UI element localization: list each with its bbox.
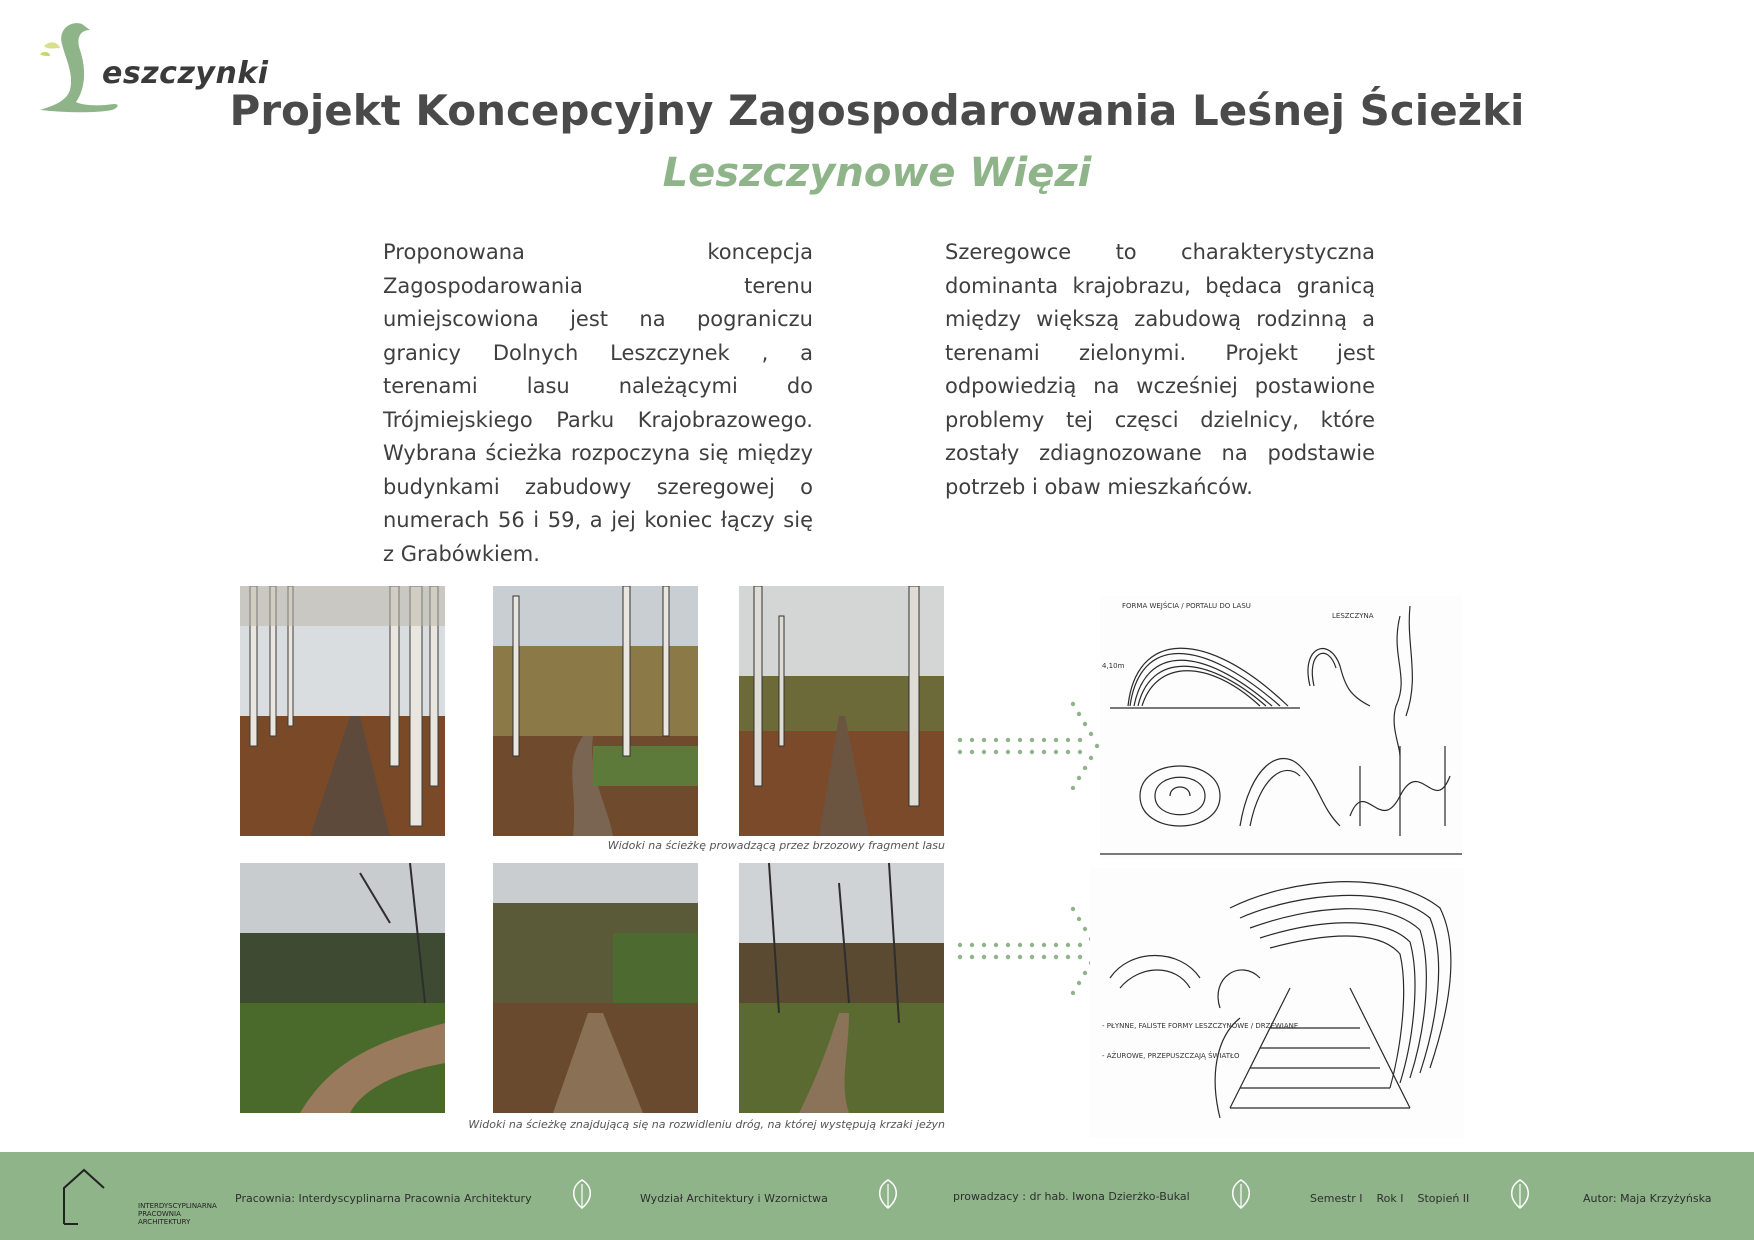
sketch-label-height: 4,10m <box>1102 662 1125 670</box>
caption-birch-path: Widoki na ścieżkę prowadzącą przez brzozowy fragment lasu <box>607 839 945 852</box>
photo-birch-path-3 <box>739 586 944 836</box>
ipa-line-2: PRACOWNIA ARCHITEKTURY <box>138 1210 191 1226</box>
ipa-line-1: INTERDYSCYPLINARNA <box>138 1202 217 1210</box>
sketch-note-light: - AŻUROWE, PRZEPUSZCZAJĄ ŚWIATŁO <box>1102 1052 1240 1060</box>
sketch-note-forms: - PŁYNNE, FALISTE FORMY LESZCZYNOWE / DRZEWIANE <box>1102 1022 1299 1030</box>
leaf-icon <box>874 1178 902 1210</box>
photo-fork-path-1 <box>240 863 445 1113</box>
sketch-label-leszczyna: LESZCZYNA <box>1332 612 1374 620</box>
caption-fork-path: Widoki na ścieżkę znajdującą się na rozwidleniu dróg, na której występują krzaki jeżyn <box>468 1118 945 1131</box>
footer-semester: Semestr I Rok I Stopień II <box>1310 1192 1470 1205</box>
footer-faculty: Wydział Architektury i Wzornictwa <box>640 1192 828 1205</box>
photo-fork-path-2 <box>493 863 698 1113</box>
dotted-arrow-icon <box>955 905 1105 995</box>
page-subtitle: Leszczynowe Więzi <box>662 150 1092 196</box>
photo-birch-path-2 <box>493 586 698 836</box>
dotted-arrow-icon <box>955 700 1105 790</box>
photo-fork-path-3 <box>739 863 944 1113</box>
leaf-icon <box>568 1178 596 1210</box>
house-icon <box>60 1164 110 1228</box>
sketch-portal-forms <box>1100 596 1462 858</box>
page-title: Projekt Koncepcyjny Zagospodarowania Leśnej Ścieżki <box>229 86 1525 135</box>
logo-text: eszczynki <box>102 56 269 91</box>
ipa-logo <box>58 1162 217 1234</box>
leaf-icon <box>1506 1178 1534 1210</box>
sketch-tunnel-path <box>1090 868 1464 1138</box>
intro-paragraph-right: Szeregowce to charakterystyczna dominanta krajobrazu, będaca granicą między większą zabudową rodzinną a terenami zielonymi. Projekt jest odpowiedzią na wcześniej postawione problemy tej częsci dzielnicy, które zostały zdiagnozowane na podstawie potrzeb i obaw mieszkańców. <box>945 240 1375 499</box>
leaf-icon <box>1227 1178 1255 1210</box>
footer-bar <box>0 1152 1754 1240</box>
footer-studio: Pracownia: Interdyscyplinarna Pracownia Architektury <box>235 1192 532 1205</box>
footer-author: Autor: Maja Krzyżyńska <box>1583 1192 1712 1205</box>
intro-paragraph-left: Proponowana koncepcja Zagospodarowania terenu umiejscowiona jest na pograniczu granicy Dolnych Leszczynek , a terenami lasu należącymi do Trójmiejskiego Parku Krajobrazowego. Wybrana ścieżka rozpoczyna się między budynkami zabudowy szeregowej o numerach 56 i 59, a jej koniec łączy się z Grabówkiem. <box>383 240 813 566</box>
footer-tutor: prowadzacy : dr hab. Iwona Dzierżko-Bukal <box>953 1190 1190 1203</box>
photo-birch-path-1 <box>240 586 445 836</box>
sketch-label-form: FORMA WEJŚCIA / PORTALU DO LASU <box>1122 602 1251 610</box>
ipa-logo-text <box>138 1202 217 1226</box>
